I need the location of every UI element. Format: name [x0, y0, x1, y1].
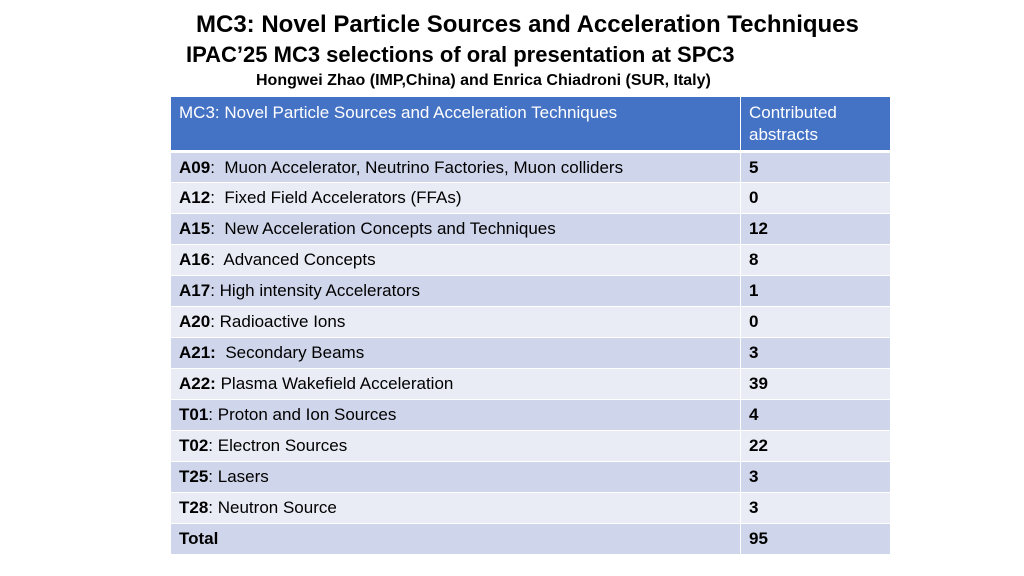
- row-name: Neutron Source: [217, 498, 337, 517]
- row-count: 3: [741, 338, 891, 369]
- total-label: Total: [171, 524, 741, 555]
- row-label: [171, 307, 741, 338]
- table-row: [171, 214, 891, 245]
- row-count: 1: [741, 276, 891, 307]
- table-total-row: [171, 524, 891, 555]
- table-row: [171, 338, 891, 369]
- row-name: Muon Accelerator, Neutrino Factories, Muon colliders: [224, 157, 624, 177]
- abstracts-table: [170, 96, 891, 555]
- row-separator: :: [210, 188, 225, 207]
- row-separator: :: [208, 498, 218, 517]
- table-row: [171, 493, 891, 524]
- slide-title: MC3: Novel Particle Sources and Acceleration Techniques: [196, 11, 859, 38]
- row-count: 4: [741, 400, 891, 431]
- row-label: [171, 369, 741, 400]
- row-count: 3: [741, 462, 891, 493]
- row-label: [171, 152, 741, 183]
- header-contributed-abstracts: Contributed abstracts: [741, 97, 891, 152]
- row-separator: :: [210, 281, 220, 300]
- row-separator: :: [210, 219, 225, 238]
- row-code: A09: [179, 157, 211, 177]
- row-count: 0: [741, 307, 891, 338]
- total-count: 95: [741, 524, 891, 555]
- row-name: Advanced Concepts: [223, 250, 376, 269]
- table-row: [171, 245, 891, 276]
- row-name: High intensity Accelerators: [219, 281, 420, 300]
- row-name: Lasers: [217, 467, 269, 486]
- row-label: [171, 214, 741, 245]
- table-row: [171, 183, 891, 214]
- row-code: T02: [179, 436, 209, 455]
- table-row: [171, 152, 891, 183]
- table-row: [171, 462, 891, 493]
- row-count: 12: [741, 214, 891, 245]
- row-name: Secondary Beams: [225, 343, 365, 362]
- row-separator: :: [208, 405, 218, 424]
- row-label: [171, 431, 741, 462]
- row-separator: :: [210, 250, 224, 269]
- row-name: Fixed Field Accelerators (FFAs): [224, 188, 462, 207]
- row-label: [171, 462, 741, 493]
- row-label: [171, 245, 741, 276]
- row-separator: :: [210, 312, 220, 331]
- row-code: A12: [179, 188, 211, 207]
- table-row: [171, 307, 891, 338]
- slide-title-line2: IPAC’25 MC3 selections of oral presentation at SPC3: [186, 42, 735, 67]
- row-label: [171, 183, 741, 214]
- row-code: A17: [179, 281, 211, 300]
- row-separator: :: [210, 157, 225, 177]
- table-row: [171, 276, 891, 307]
- row-count: 8: [741, 245, 891, 276]
- row-separator: :: [208, 436, 218, 455]
- slide-authors: Hongwei Zhao (IMP,China) and Enrica Chiadroni (SUR, Italy): [256, 72, 711, 89]
- row-name: Proton and Ion Sources: [217, 405, 397, 424]
- row-name: Electron Sources: [217, 436, 348, 455]
- table-row: [171, 431, 891, 462]
- row-count: 0: [741, 183, 891, 214]
- row-name: New Acceleration Concepts and Techniques: [224, 219, 556, 238]
- row-code: A21:: [179, 343, 216, 362]
- row-name: Plasma Wakefield Acceleration: [220, 374, 454, 393]
- row-separator: :: [208, 467, 218, 486]
- row-label: [171, 493, 741, 524]
- table-header-row: [171, 97, 891, 152]
- row-code: A20: [179, 312, 211, 331]
- row-code: T25: [179, 467, 209, 486]
- row-count: 39: [741, 369, 891, 400]
- row-count: 22: [741, 431, 891, 462]
- row-code: T28: [179, 498, 209, 517]
- header-category: MC3: Novel Particle Sources and Acceleration Techniques: [171, 97, 741, 152]
- row-label: [171, 338, 741, 369]
- table-row: [171, 369, 891, 400]
- row-separator: [216, 343, 225, 362]
- row-code: A15: [179, 219, 211, 238]
- table-row: [171, 400, 891, 431]
- row-name: Radioactive Ions: [219, 312, 346, 331]
- row-count: 5: [741, 152, 891, 183]
- row-code: A22:: [179, 374, 216, 393]
- row-count: 3: [741, 493, 891, 524]
- row-label: [171, 276, 741, 307]
- row-code: A16: [179, 250, 211, 269]
- row-code: T01: [179, 405, 209, 424]
- row-label: [171, 400, 741, 431]
